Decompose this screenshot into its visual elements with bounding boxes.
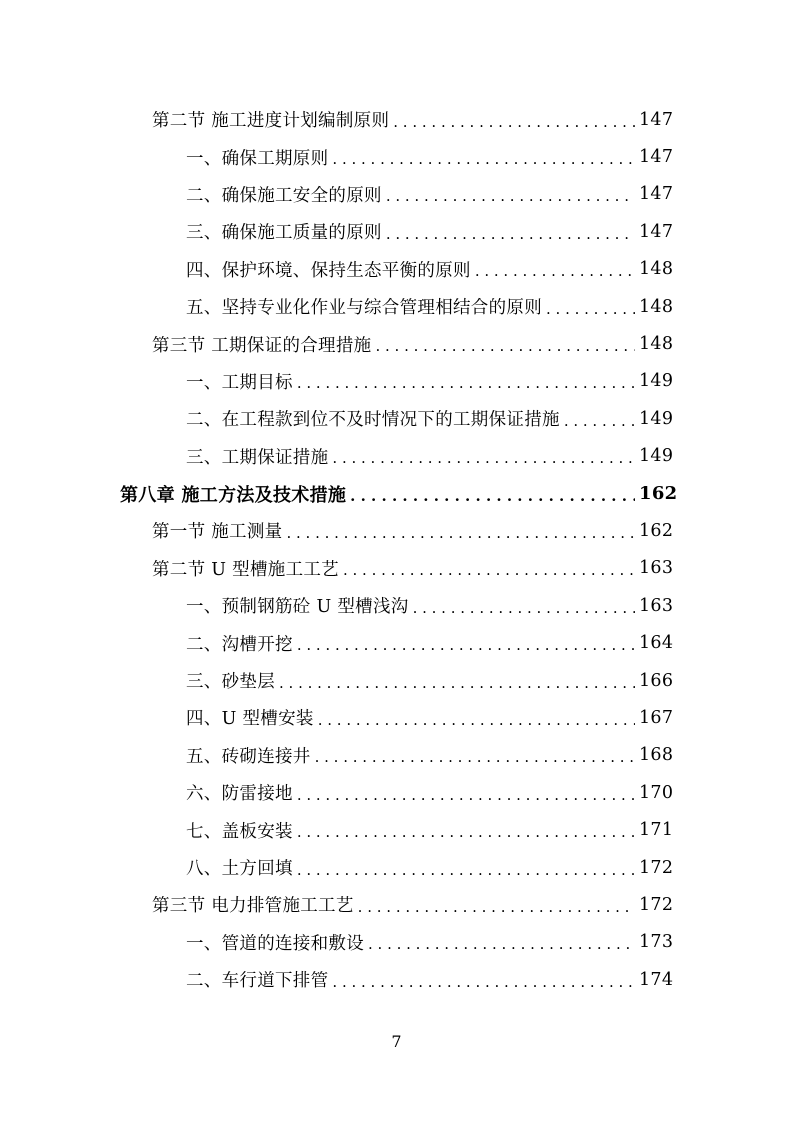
toc-entry-title: 一、预制钢筋砼 U 型槽浅沟 [186,597,409,618]
toc-dot-leader [368,935,635,953]
toc-entry [0,176,793,213]
toc-entry [0,251,793,288]
toc-dot-leader [315,748,635,766]
toc-entry [0,924,793,961]
toc-entry [0,662,793,699]
toc-entry-page: 162 [639,520,674,541]
toc-entry-title: 第二节 施工进度计划编制原则 [152,111,390,132]
toc-entry [0,475,793,512]
toc-entry [0,400,793,437]
toc-entry [0,550,793,587]
toc-entry [0,737,793,774]
toc-entry [0,811,793,848]
toc-entry-page: 147 [639,109,674,130]
toc-dot-leader [343,561,635,579]
toc-dot-leader [375,337,635,355]
toc-entry-page: 166 [639,670,674,691]
toc-entry-title: 二、沟槽开挖 [186,634,293,655]
toc-entry-title: 第三节 工期保证的合理措施 [152,335,372,356]
toc-entry-title: 一、确保工期原则 [186,148,329,169]
toc-dot-leader [386,187,635,205]
toc-entry-page: 172 [639,857,674,878]
table-of-contents [0,101,793,998]
toc-dot-leader [332,973,635,991]
toc-dot-leader [286,524,635,542]
toc-entry-title: 第三节 电力排管施工工艺 [152,896,354,917]
toc-entry [0,101,793,138]
toc-dot-leader [386,225,635,243]
toc-entry-page: 147 [639,184,674,205]
toc-entry [0,849,793,886]
toc-entry-page: 148 [639,334,674,355]
toc-entry [0,624,793,661]
toc-entry-title: 三、砂垫层 [186,672,275,693]
toc-entry-title: 第八章 施工方法及技术措施 [120,484,347,506]
toc-entry-title: 二、车行道下排管 [186,971,329,992]
toc-entry [0,587,793,624]
toc-entry-title: 八、土方回填 [186,859,293,879]
toc-entry-page: 167 [639,707,674,728]
toc-entry-page: 149 [639,408,674,429]
toc-dot-leader [546,300,635,318]
toc-entry-page: 164 [639,633,674,654]
toc-entry-title: 一、工期目标 [186,372,293,393]
toc-entry-page: 149 [639,446,674,467]
toc-dot-leader [297,823,635,841]
toc-entry-page: 170 [639,782,674,803]
toc-dot-leader [279,674,635,692]
toc-dot-leader [332,150,635,168]
toc-entry-page: 162 [639,483,678,505]
toc-entry [0,699,793,736]
toc-entry-page: 171 [639,820,674,841]
toc-entry [0,512,793,549]
toc-entry-title: 六、防雷接地 [186,784,293,805]
toc-dot-leader [318,711,635,729]
toc-entry [0,213,793,250]
toc-dot-leader [297,374,635,392]
toc-entry [0,886,793,923]
toc-entry-title: 第二节 U 型槽施工工艺 [152,559,339,580]
toc-entry-title: 三、确保施工质量的原则 [186,223,382,244]
page-number: 7 [391,1032,402,1051]
toc-entry-title: 二、在工程款到位不及时情况下的工期保证措施 [186,410,560,431]
toc-entry [0,363,793,400]
toc-entry-title: 五、坚持专业化作业与综合管理相结合的原则 [186,298,542,319]
toc-entry-page: 149 [639,371,674,392]
toc-entry-page: 174 [639,969,674,990]
toc-dot-leader [564,412,635,430]
toc-entry-page: 147 [639,147,674,168]
toc-entry [0,961,793,998]
toc-entry-page: 163 [639,595,674,616]
toc-entry [0,138,793,175]
toc-entry-title: 第一节 施工测量 [152,522,283,543]
toc-dot-leader [350,487,635,505]
toc-dot-leader [297,636,635,654]
toc-entry [0,438,793,475]
toc-entry-title: 三、工期保证措施 [186,447,329,468]
toc-dot-leader [393,113,635,131]
toc-dot-leader [297,786,635,804]
toc-entry [0,288,793,325]
toc-entry-page: 168 [639,745,674,766]
toc-entry-title: 五、砖砌连接井 [186,746,311,767]
toc-dot-leader [297,861,635,879]
toc-entry [0,325,793,362]
toc-dot-leader [358,898,635,916]
toc-entry-page: 147 [639,221,674,242]
toc-entry [0,774,793,811]
toc-entry-title: 一、管道的连接和敷设 [186,933,364,954]
toc-entry-title: 七、盖板安装 [186,821,293,842]
toc-entry-page: 173 [639,932,674,953]
toc-entry-page: 148 [639,259,674,280]
toc-entry-title: 四、U 型槽安装 [186,709,314,730]
toc-dot-leader [475,262,635,280]
toc-entry-title: 二、确保施工安全的原则 [186,185,382,206]
toc-entry-page: 172 [639,894,674,915]
toc-dot-leader [332,449,635,467]
toc-entry-title: 四、保护环境、保持生态平衡的原则 [186,260,471,281]
toc-entry-page: 163 [639,558,674,579]
toc-dot-leader [413,599,635,617]
toc-entry-page: 148 [639,296,674,317]
